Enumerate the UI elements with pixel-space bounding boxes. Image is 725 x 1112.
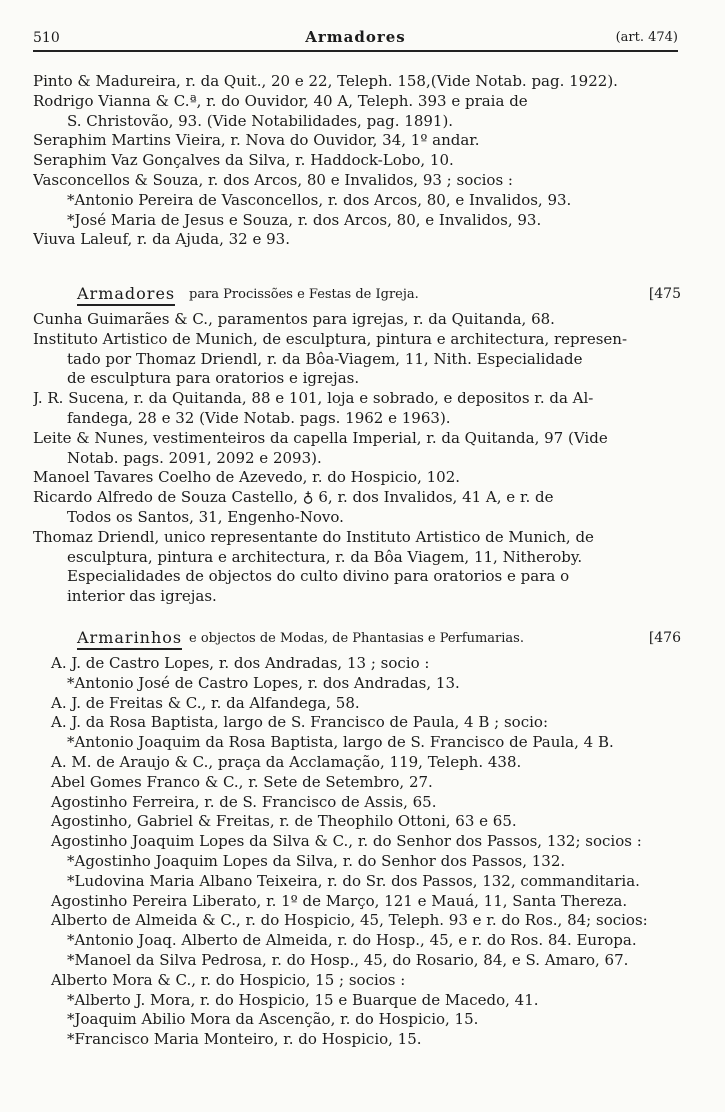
entry-line: *Antonio Pereira de Vasconcellos, r. dos Arcos, 80, e Invalidos, 93. xyxy=(67,190,572,209)
section-subtitle: e objectos de Modas, de Phantasias e Perfumarias. xyxy=(189,631,524,646)
section-number: [476 xyxy=(648,630,681,646)
section-heading-476 xyxy=(33,628,681,652)
entry-line: *Antonio José de Castro Lopes, r. dos Andradas, 13. xyxy=(67,673,460,692)
entry-line: Cunha Guimarães & C., paramentos para igrejas, r. da Quitanda, 68. xyxy=(33,310,555,328)
entry-line: Especialidades de objectos do culto divino para oratorios e para o xyxy=(67,567,570,586)
entry-line: fandega, 28 e 32 (Vide Notab. pags. 1962 e 1963). xyxy=(67,408,451,427)
entry-line: *José Maria de Jesus e Souza, r. dos Arcos, 80, e Invalidos, 93. xyxy=(67,210,542,229)
entry-line: *Alberto J. Mora, r. do Hospicio, 15 e Buarque de Macedo, 41. xyxy=(67,990,539,1009)
entry-line: *Antonio Joaquim da Rosa Baptista, largo de S. Francisco de Paula, 4 B. xyxy=(67,733,614,752)
entry-line: S. Christovão, 93. (Vide Notabilidades, pag. 1891). xyxy=(67,111,454,130)
section-title: Armadores xyxy=(77,284,175,306)
article-reference: (art. 474) xyxy=(615,30,678,45)
entry-line: J. R. Sucena, r. da Quitanda, 88 e 101, loja e sobrado, e depositos r. da Al- xyxy=(33,389,594,408)
running-title: Armadores xyxy=(305,28,406,46)
entry-line: Manoel Tavares Coelho de Azevedo, r. do Hospicio, 102. xyxy=(33,468,461,487)
entry-line: *Francisco Maria Monteiro, r. do Hospicio, 15. xyxy=(67,1030,422,1049)
entry-line: Abel Gomes Franco & C., r. Sete de Setembro, 27. xyxy=(51,772,433,791)
entries-armarinhos xyxy=(33,654,681,1050)
entry-line: Agostinho, Gabriel & Freitas, r. de Theophilo Ottoni, 63 e 65. xyxy=(51,812,517,831)
entries-armadores-igreja xyxy=(33,310,681,607)
entry-line: Rodrigo Vianna & C.ª, r. do Ouvidor, 40 A, Teleph. 393 e praia de xyxy=(33,91,528,110)
page-header xyxy=(33,28,678,52)
entry-line: *Ludovina Maria Albano Teixeira, r. do Sr. dos Passos, 132, commanditaria. xyxy=(67,871,640,890)
entry-line: Notab. pags. 2091, 2092 e 2093). xyxy=(67,448,322,467)
entry-line: Todos os Santos, 31, Engenho-Novo. xyxy=(67,507,344,526)
entry-line: A. J. da Rosa Baptista, largo de S. Francisco de Paula, 4 B ; socio: xyxy=(51,713,548,732)
entry-line: Seraphim Vaz Gonçalves da Silva, r. Haddock-Lobo, 10. xyxy=(33,151,454,170)
section-title: Armarinhos xyxy=(77,628,182,650)
section-subtitle: para Procissões e Festas de Igreja. xyxy=(189,287,419,302)
entry-line: *Antonio Joaq. Alberto de Almeida, r. do Hosp., 45, e r. do Ros. 84. Europa. xyxy=(67,931,637,950)
entry-line: Thomaz Driendl, unico representante do Instituto Artistico de Munich, de xyxy=(33,527,594,546)
entry-line: Agostinho Joaquim Lopes da Silva & C., r. do Senhor dos Passos, 132; socios : xyxy=(51,832,642,851)
entry-line: A. J. de Castro Lopes, r. dos Andradas, 13 ; socio : xyxy=(51,654,430,672)
section-heading-475 xyxy=(33,284,681,308)
entry-line: Alberto de Almeida & C., r. do Hospicio, 45, Teleph. 93 e r. do Ros., 84; socios: xyxy=(51,911,648,930)
entry-line: interior das igrejas. xyxy=(67,587,217,606)
section-number: [475 xyxy=(648,286,681,302)
entry-line: Ricardo Alfredo de Souza Castello, ♁ 6, r. dos Invalidos, 41 A, e r. de xyxy=(33,488,554,507)
entry-line: de esculptura para oratorios e igrejas. xyxy=(67,369,360,388)
entry-line: Instituto Artistico de Munich, de esculptura, pintura e architectura, represen- xyxy=(33,329,628,348)
entry-line: *Joaquim Abilio Mora da Ascenção, r. do Hospicio, 15. xyxy=(67,1010,479,1029)
entry-line: Alberto Mora & C., r. do Hospicio, 15 ; socios : xyxy=(51,970,406,989)
entry-line: tado por Thomaz Driendl, r. da Bôa-Viagem, 11, Nith. Especialidade xyxy=(67,349,583,368)
entry-line: A. M. de Araujo & C., praça da Acclamação, 119, Teleph. 438. xyxy=(51,752,522,771)
entry-line: A. J. de Freitas & C., r. da Alfandega, 58. xyxy=(51,693,360,712)
entry-line: Vasconcellos & Souza, r. dos Arcos, 80 e Invalidos, 93 ; socios : xyxy=(33,170,513,189)
entry-line: Seraphim Martins Vieira, r. Nova do Ouvidor, 34, 1º andar. xyxy=(33,131,480,150)
entry-line: esculptura, pintura e architectura, r. da Bôa Viagem, 11, Nitheroby. xyxy=(67,547,583,566)
entry-line: *Manoel da Silva Pedrosa, r. do Hosp., 45, do Rosario, 84, e S. Amaro, 67. xyxy=(67,950,629,969)
entry-line: Agostinho Pereira Liberato, r. 1º de Março, 121 e Mauá, 11, Santa Thereza. xyxy=(51,891,628,910)
page-number: 510 xyxy=(33,30,60,46)
entry-line: Leite & Nunes, vestimenteiros da capella Imperial, r. da Quitanda, 97 (Vide xyxy=(33,428,608,447)
entry-line: Pinto & Madureira, r. da Quit., 20 e 22, Teleph. 158,(Vide Notab. pag. 1922). xyxy=(33,72,618,90)
entry-line: Viuva Laleuf, r. da Ajuda, 32 e 93. xyxy=(33,230,290,249)
entry-line: *Agostinho Joaquim Lopes da Silva, r. do Senhor dos Passos, 132. xyxy=(67,851,566,870)
entries-armadores xyxy=(33,72,681,250)
entry-line: Agostinho Ferreira, r. de S. Francisco de Assis, 65. xyxy=(51,792,437,811)
